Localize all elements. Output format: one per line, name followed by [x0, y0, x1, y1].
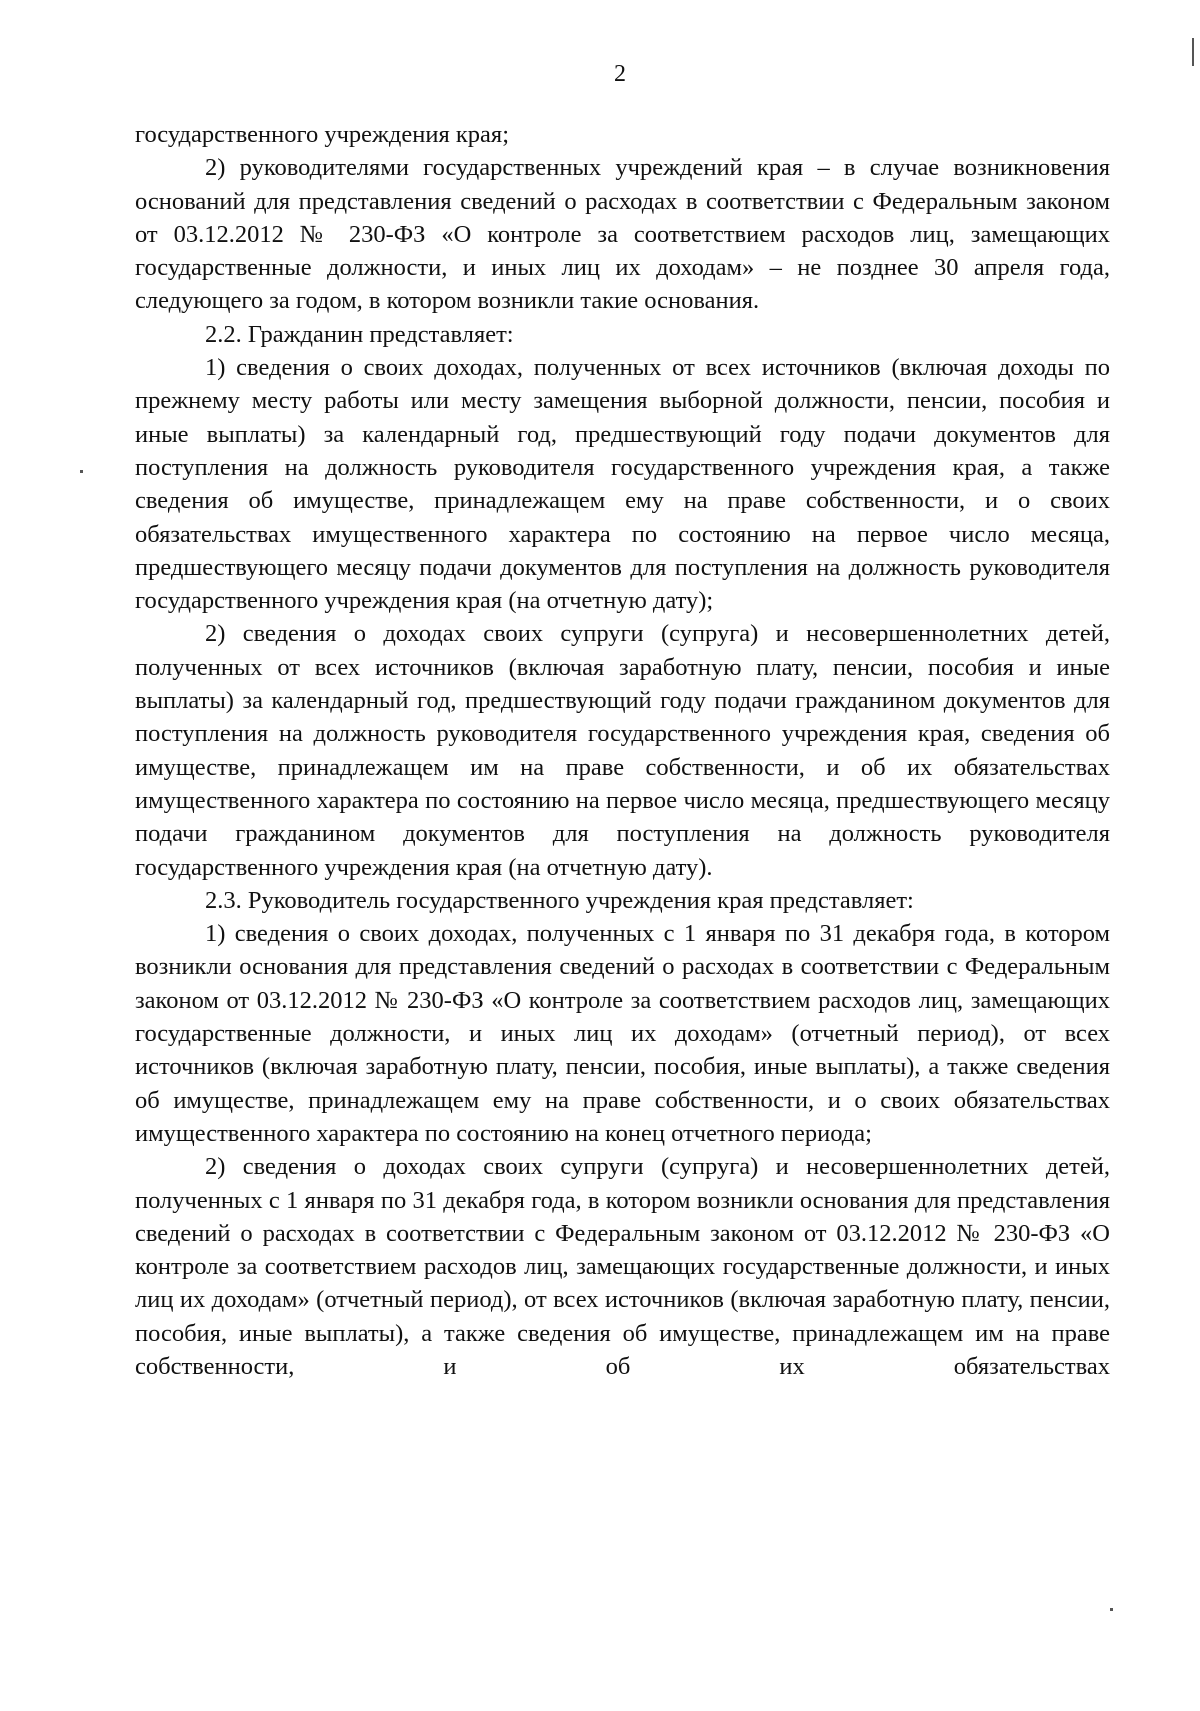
scan-artifact — [80, 470, 83, 473]
scan-artifact — [1192, 38, 1194, 66]
paragraph: 2.3. Руководитель государственного учреждения края представляет: — [205, 886, 914, 914]
paragraph: 2) руководителями государственных учреждений края – в случае возникновения оснований для представления сведений о расходах в соответствии с Федеральным законом от 03.12.2012 № 230-ФЗ «О контроле за соответствием расходов лиц, замещающих государственные должности, и иных лиц их доходам» – не позднее 30 апреля года, следующего за годом, в котором возникли такие основания. — [135, 154, 1110, 315]
document-body — [135, 118, 1110, 1383]
scan-artifact — [1110, 1608, 1113, 1611]
page-number: 2 — [614, 61, 626, 87]
paragraph: 1) сведения о своих доходах, полученных с 1 января по 31 декабря года, в котором возникли основания для представления сведений о расходах в соответствии с Федеральным законом от 03.12.2012 № 230-ФЗ «О контроле за соответствием расходов лиц, замещающих государственные должности, и иных лиц их доходам» (отчетный период), от всех источников (включая заработную плату, пенсии, пособия, иные выплаты), а также сведения об имуществе, принадлежащем ему на праве собственности, и о своих обязательствах имущественного характера по состоянию на конец отчетного периода; — [135, 920, 1110, 1147]
paragraph: 2) сведения о доходах своих супруги (супруга) и несовершеннолетних детей, полученных с 1 января по 31 декабря года, в котором возникли основания для представления сведений о расходах в соответствии с Федеральным законом от 03.12.2012 № 230-ФЗ «О контроле за соответствием расходов лиц, замещающих государственные должности, и иных лиц их доходам» (отчетный период), от всех источников (включая заработную плату, пенсии, пособия, иные выплаты), а также сведения об имуществе, принадлежащем им на праве собственности, и об их обязательствах — [135, 1153, 1110, 1380]
paragraph: 1) сведения о своих доходах, полученных от всех источников (включая доходы по прежнему месту работы или месту замещения выборной должности, пенсии, пособия и иные выплаты) за календарный год, предшествующий году подачи документов для поступления на должность руководителя государственного учреждения края, а также сведения об имуществе, принадлежащем ему на праве собственности, и о своих обязательствах имущественного характера по состоянию на первое число месяца, предшествующего месяцу подачи документов для поступления на должность руководителя государственного учреждения края (на отчетную дату); — [135, 354, 1110, 615]
paragraph: 2) сведения о доходах своих супруги (супруга) и несовершеннолетних детей, полученных от всех источников (включая заработную плату, пенсии, пособия и иные выплаты) за календарный год, предшествующий году подачи гражданином документов для поступления на должность руководителя государственного учреждения края, сведения об имуществе, принадлежащем им на праве собственности, и об их обязательствах имущественного характера по состоянию на первое число месяца, предшествующего месяцу подачи гражданином документов для поступления на должность руководителя государственного учреждения края (на отчетную дату). — [135, 620, 1110, 881]
paragraph: государственного учреждения края; — [135, 121, 509, 148]
paragraph: 2.2. Гражданин представляет: — [205, 320, 514, 348]
